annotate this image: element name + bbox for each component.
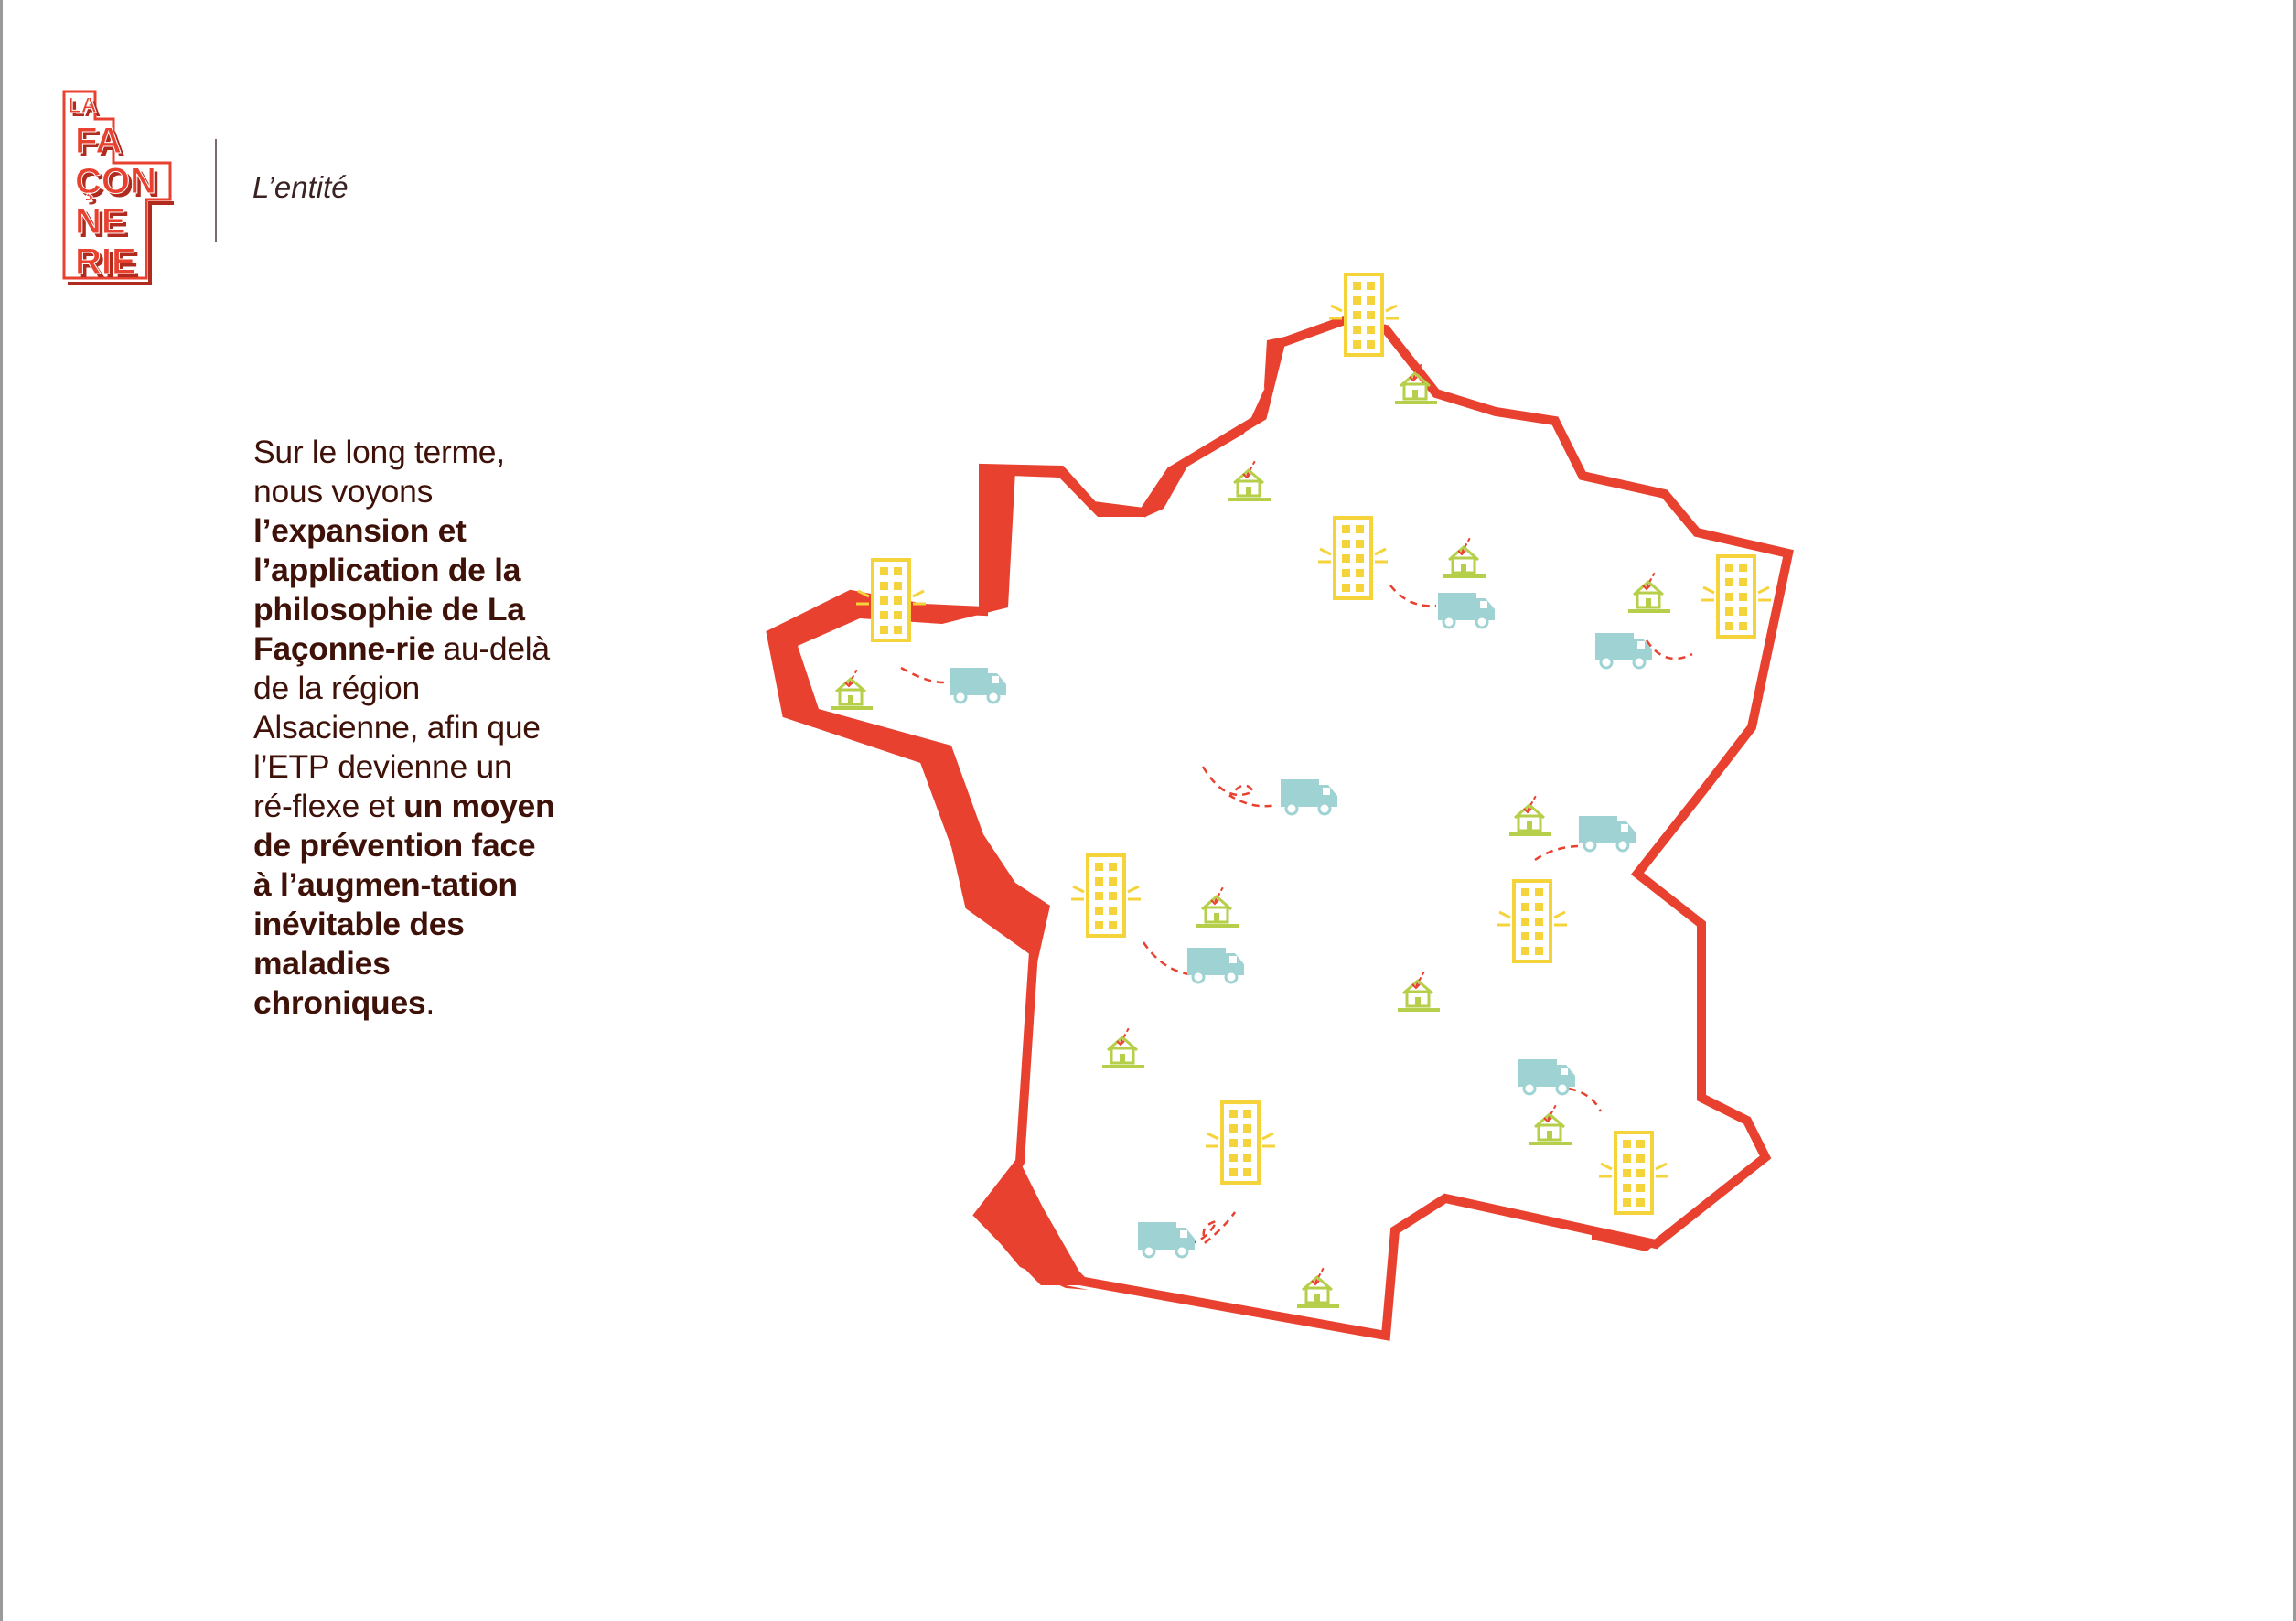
house-icon [1509, 794, 1551, 834]
logo-line-ne: NE [75, 201, 126, 242]
house-icon [1102, 1026, 1144, 1067]
map-southwest-coast-accent [979, 1162, 1089, 1285]
body-segment-bold: l’expansion et l’application de la philosophie de La Façonne-rie [253, 512, 525, 667]
map-west-coast-band [770, 468, 1089, 1290]
body-segment: . [425, 984, 435, 1021]
body-segment: au-delà de la région Alsacienne, afin que l’ETP devienne un ré-flexe et [253, 630, 550, 824]
house-icon [1529, 1103, 1572, 1143]
building-icon [1206, 1102, 1275, 1183]
house-icon [1196, 886, 1239, 926]
logo-line-rie: RIE [75, 242, 136, 282]
van-icon [1138, 1222, 1195, 1257]
body-segment-bold: un moyen de prévention face à l’augmen-tation inévitable des maladies chroniques [253, 788, 555, 1021]
building-icon [1071, 855, 1141, 936]
van-icon [1579, 816, 1636, 851]
house-icon [1443, 536, 1486, 576]
house-icon [1297, 1266, 1339, 1306]
van-icon [1187, 948, 1244, 982]
house-icon [831, 668, 873, 708]
house-icon [1628, 571, 1670, 611]
body-segment: Sur le long terme, nous voyons [253, 434, 505, 510]
logo-line-con: ÇON [75, 161, 156, 201]
house-icon [1228, 459, 1271, 499]
building-icon [1497, 881, 1567, 961]
van-icon [950, 668, 1006, 703]
van-icon [1518, 1059, 1575, 1094]
building-icon [1599, 1133, 1668, 1213]
building-icon [1329, 274, 1399, 355]
building-icon [1701, 556, 1771, 637]
logo-line-fa: FA [75, 121, 123, 161]
logo-line-la: LA [68, 93, 97, 118]
van-icon [1438, 593, 1495, 628]
house-icon [1398, 970, 1440, 1010]
building-icon [1318, 518, 1388, 598]
van-icon [1281, 779, 1337, 814]
section-label: L’entité [252, 170, 349, 204]
van-icon [1595, 633, 1652, 668]
